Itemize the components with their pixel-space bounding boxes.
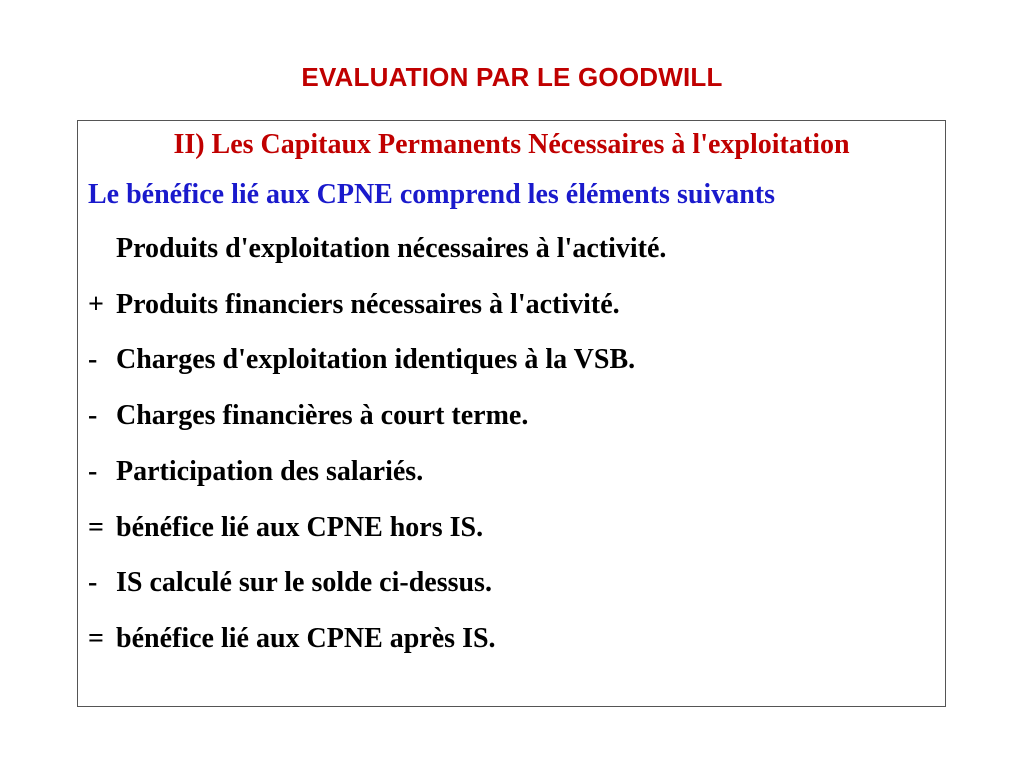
list-item [88, 512, 483, 544]
item-text: IS calculé sur le solde ci-dessus. [116, 567, 492, 598]
item-text: bénéfice lié aux CPNE hors IS. [116, 512, 484, 543]
list-item [88, 233, 666, 265]
content-box [77, 120, 946, 707]
item-prefix: = [88, 623, 104, 654]
item-text: Charges d'exploitation identiques à la VSB. [116, 344, 636, 375]
item-prefix: = [88, 512, 104, 543]
item-prefix: - [88, 400, 98, 431]
list-item [88, 456, 423, 488]
item-text: Produits financiers nécessaires à l'activité. [116, 289, 620, 320]
list-item [88, 289, 620, 321]
list-item [88, 623, 496, 655]
list-item [88, 567, 492, 599]
item-prefix: - [88, 344, 98, 375]
item-prefix: - [88, 567, 98, 598]
intro-text: Le bénéfice lié aux CPNE comprend les éléments suivants [88, 179, 775, 210]
item-text: bénéfice lié aux CPNE après IS. [116, 623, 496, 654]
list-item [88, 344, 635, 376]
item-text: Participation des salariés. [116, 456, 424, 487]
list-item [88, 400, 528, 432]
section-heading: II) Les Capitaux Permanents Nécessaires à l'exploitation [173, 129, 850, 160]
slide-title: EVALUATION PAR LE GOODWILL [301, 62, 723, 92]
item-text: Charges financières à court terme. [116, 400, 529, 431]
item-text: Produits d'exploitation nécessaires à l'activité. [116, 233, 667, 264]
item-prefix: - [88, 456, 98, 487]
item-prefix: + [88, 289, 104, 320]
